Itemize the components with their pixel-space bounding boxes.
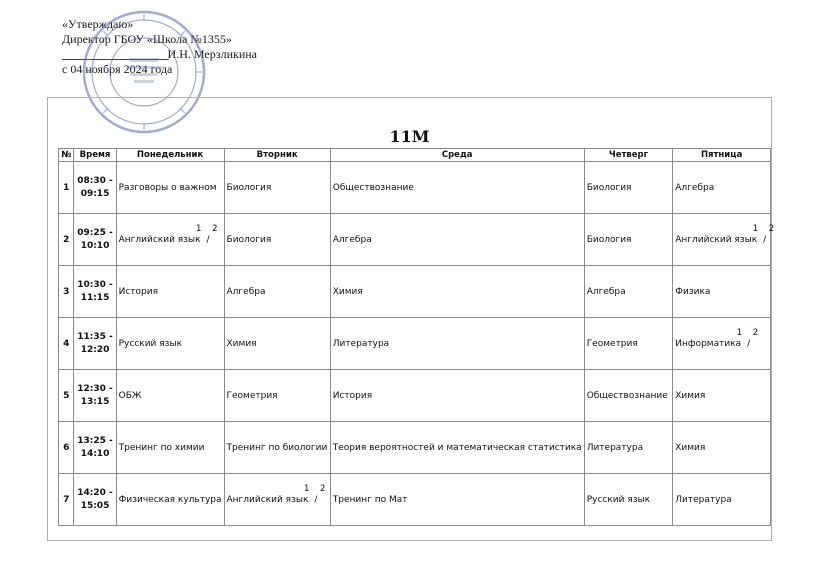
signature-underline [62,59,169,60]
cell-wednesday [330,422,584,474]
subject-name [227,235,272,245]
subject-text: Информатика [675,338,742,349]
cell-friday [673,370,771,422]
time-start: 11:35 - [77,331,113,342]
group-numbers: 1 2 [303,483,330,494]
cell-tuesday [224,162,330,214]
approval-block [62,17,257,77]
subject-text: Геометрия [586,338,638,349]
subject-text: Химия [675,442,706,453]
schedule-sheet [47,97,779,541]
time-end: 09:15 [80,188,110,199]
subject-name [675,391,705,401]
subject-name [675,287,710,297]
table-row [59,266,771,318]
subject-name [587,183,632,193]
table-row [59,214,771,266]
cell-friday [673,422,771,474]
subject-name [675,443,705,453]
cell-tuesday [224,370,330,422]
cell-monday [116,422,224,474]
subject-name [226,483,330,505]
subject-name [675,223,779,245]
table-row [59,318,771,370]
header-friday: Пятница [673,149,771,162]
lesson-number: 1 [59,162,74,214]
group-numbers: 1 2 [736,327,763,338]
lesson-number: 2 [59,214,74,266]
subject-name [587,235,632,245]
time-start: 10:30 - [77,279,113,290]
subject-name [119,391,142,401]
subject-text: Английский язык [226,494,309,505]
lesson-time [74,474,116,526]
cell-monday [116,162,224,214]
group-divider: / [747,338,751,349]
cell-tuesday [224,422,330,474]
lesson-time [74,162,116,214]
subject-text: Литература [586,442,644,453]
subject-name [675,327,763,349]
cell-thursday [584,318,673,370]
header-thursday: Четверг [584,149,673,162]
cell-wednesday [330,266,584,318]
subject-name [333,287,363,297]
subject-text: Биология [586,234,632,245]
class-title: 11М [389,127,430,146]
cell-monday [116,266,224,318]
cell-tuesday [224,318,330,370]
lesson-number: 6 [59,422,74,474]
cell-thursday [584,162,673,214]
subject-text: История [118,286,159,297]
cell-thursday [584,422,673,474]
subject-text: История [332,390,373,401]
header-monday: Понедельник [116,149,224,162]
effective-date: с 04 ноября 2024 года [62,62,173,76]
cell-monday [116,214,224,266]
cell-friday [673,214,779,266]
subject-text: Обществознание [332,182,414,193]
subject-text: Алгебра [586,286,626,297]
subject-text: Английский язык [118,234,201,245]
time-end: 10:10 [80,240,110,251]
table-row [59,370,771,422]
approval-heading: «Утверждаю» [62,17,134,31]
subject-name [587,391,668,401]
subject-text: Русский язык [586,494,651,505]
time-start: 12:30 - [77,383,113,394]
cell-monday [116,474,224,526]
subject-text: Алгебра [675,182,715,193]
subject-text: Литература [332,338,390,349]
subject-name [118,223,222,245]
cell-wednesday [330,162,584,214]
header-tuesday: Вторник [224,149,330,162]
table-row [59,474,771,526]
subject-name [227,287,266,297]
subject-name [675,495,731,505]
subject-name [587,443,643,453]
subject-name [119,443,205,453]
cell-friday [673,474,771,526]
subject-text: Теория вероятностей и математическая статистика [332,442,582,453]
subject-text: Геометрия [226,390,278,401]
lesson-time [74,266,116,318]
subject-name [333,235,372,245]
subject-name [333,183,414,193]
subject-text: Тренинг по Мат [332,494,408,505]
header-row [59,149,771,162]
header-wednesday: Среда [330,149,584,162]
subject-name [227,443,328,453]
cell-friday [673,266,771,318]
subject-name [227,391,278,401]
cell-tuesday [224,266,330,318]
director-title: Директор ГБОУ «Школа №1355» [62,32,232,46]
cell-tuesday [224,214,330,266]
time-end: 11:15 [80,292,110,303]
lesson-number: 3 [59,266,74,318]
group-divider: / [314,494,318,505]
group-numbers: 1 2 [752,223,779,234]
subject-name [675,183,714,193]
subject-text: Биология [226,182,272,193]
signature-line [62,47,257,62]
time-start: 09:25 - [77,227,113,238]
subject-text: Физическая культура [118,494,222,505]
cell-thursday [584,214,673,266]
subject-name [333,495,408,505]
subject-text: Алгебра [332,234,372,245]
group-numbers: 1 2 [196,223,222,234]
subject-name [119,495,222,505]
subject-name [227,183,272,193]
cell-friday [673,318,771,370]
cell-monday [116,318,224,370]
time-end: 12:20 [80,344,110,355]
time-end: 15:05 [80,500,110,511]
subject-name [333,391,372,401]
cell-tuesday [224,474,330,526]
subject-text: Физика [675,286,711,297]
group-divider: / [206,234,210,245]
header-time: Время [74,149,116,162]
subject-name [587,287,626,297]
lesson-time [74,370,116,422]
time-start: 08:30 - [77,175,113,186]
subject-text: Английский язык [675,234,758,245]
cell-wednesday [330,214,584,266]
time-end: 14:10 [80,448,110,459]
table-row [59,422,771,474]
subject-name [227,339,257,349]
lesson-time [74,214,116,266]
subject-name [119,339,182,349]
lesson-time [74,318,116,370]
subject-name [119,287,158,297]
subject-text: Биология [226,234,272,245]
cell-wednesday [330,474,584,526]
subject-text: Алгебра [226,286,266,297]
subject-name [587,495,650,505]
time-start: 13:25 - [77,435,113,446]
subject-text: Русский язык [118,338,183,349]
schedule-table [58,148,779,526]
subject-text: Химия [226,338,257,349]
cell-thursday [584,266,673,318]
subject-text: Тренинг по химии [118,442,205,453]
subject-text: Химия [332,286,363,297]
cell-thursday [584,474,673,526]
lesson-number: 5 [59,370,74,422]
subject-text: ОБЖ [118,390,142,401]
time-start: 14:20 - [77,487,113,498]
header-number: № [59,149,74,162]
subject-text: Разговоры о важном [118,182,217,193]
group-divider: / [763,234,767,245]
subject-text: Химия [675,390,706,401]
lesson-number: 7 [59,474,74,526]
subject-name [333,339,389,349]
cell-monday [116,370,224,422]
signer-name: И.Н. Мерзликина [167,47,257,61]
lesson-number: 4 [59,318,74,370]
subject-text: Тренинг по биологии [226,442,328,453]
cell-thursday [584,370,673,422]
cell-wednesday [330,318,584,370]
subject-name [333,442,582,454]
cell-wednesday [330,370,584,422]
table-row [59,162,771,214]
subject-text: Литература [675,494,732,505]
time-end: 13:15 [80,396,110,407]
subject-name [119,183,217,193]
lesson-time [74,422,116,474]
subject-name [587,339,638,349]
subject-text: Биология [586,182,632,193]
cell-friday [673,162,771,214]
subject-text: Обществознание [586,390,668,401]
